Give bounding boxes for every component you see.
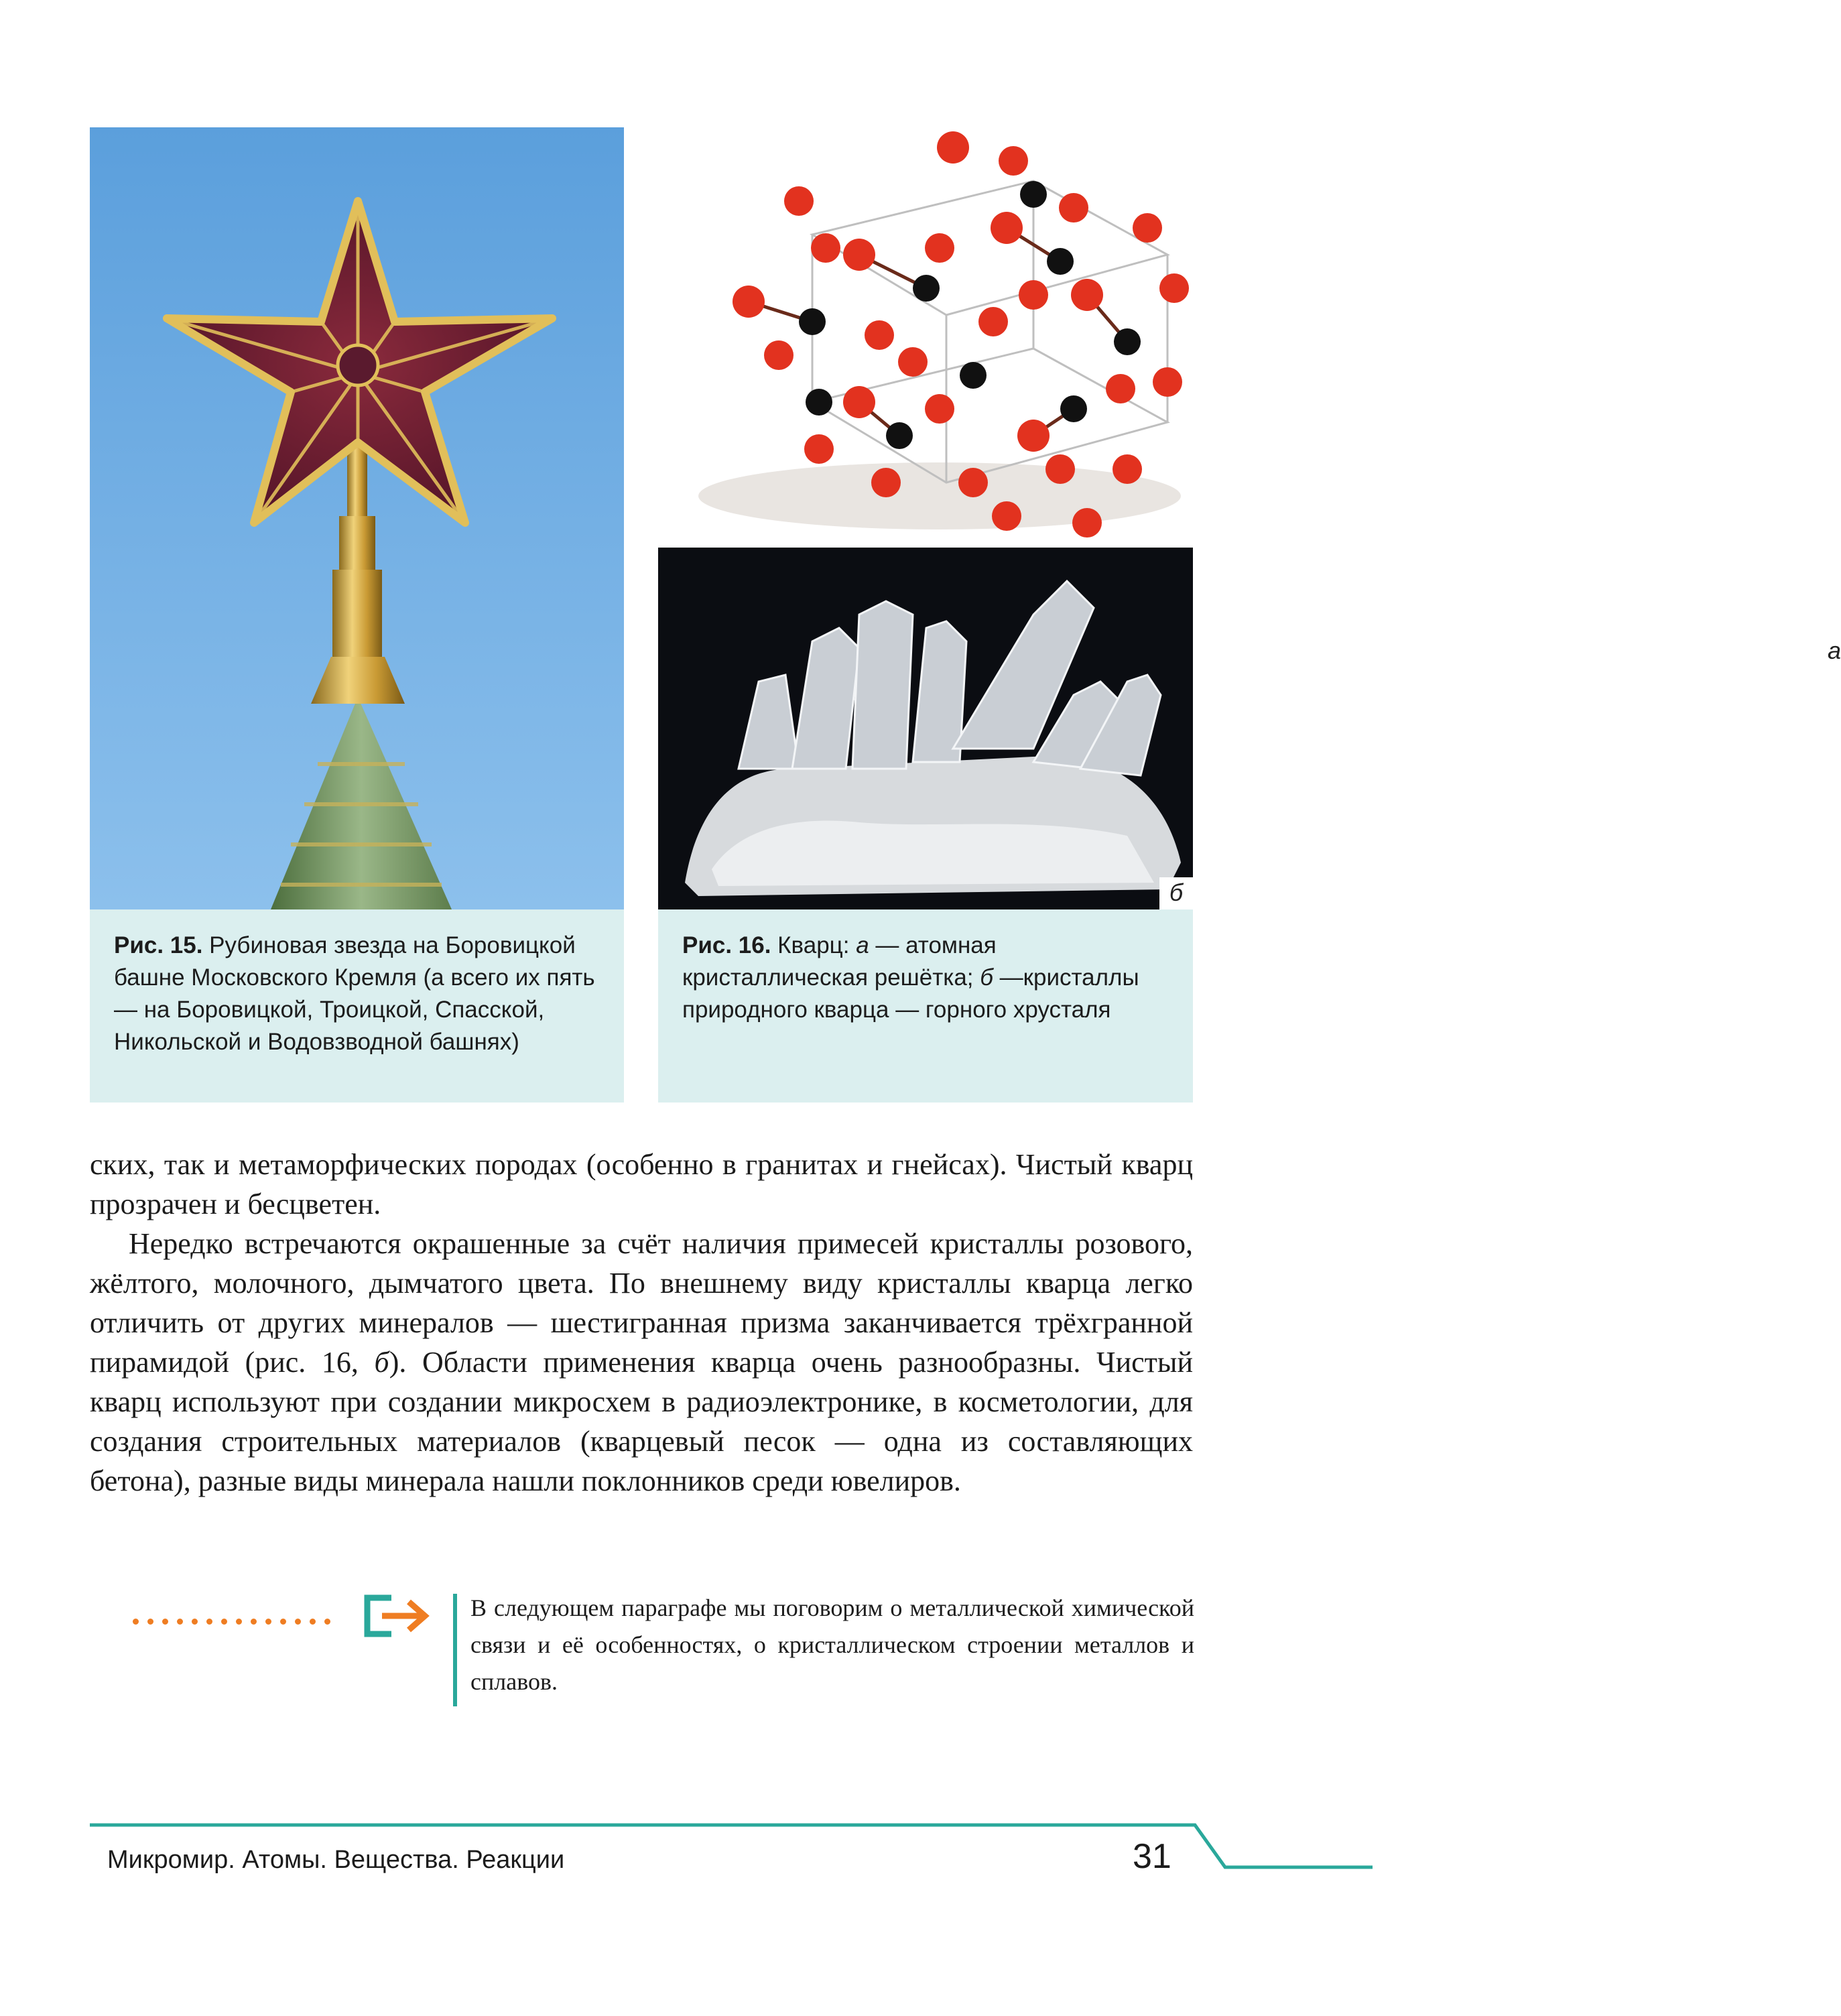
figure-15-caption-text: Рубиновая звезда на Боровицкой башне Московского Кремля (а всего их пять — на Боровицкой, Троицкой, Спасской, Никольской и Водовзводной башнях) xyxy=(114,932,595,1055)
paragraph-2 xyxy=(90,1224,1193,1501)
ruby-star-photo xyxy=(90,127,624,909)
quartz-lattice-model-image xyxy=(658,121,1841,664)
quartz-lattice-illustration xyxy=(658,121,1193,547)
figure-16-caption-text-3: —кристаллы природного кварца — горного хрусталя xyxy=(682,964,1139,1023)
figure-16-caption-a: а xyxy=(856,932,869,958)
dotted-leader xyxy=(133,1616,339,1628)
footer-book-title: Микромир. Атомы. Вещества. Реакции xyxy=(107,1846,565,1874)
figure-letter-a: а xyxy=(1828,637,1841,664)
figure-16-label: Рис. 16. xyxy=(682,932,771,958)
paragraph-1: ских, так и метаморфических породах (особенно в гранитах и гнейсах). Чистый кварц прозрачен и бесцветен. xyxy=(90,1148,1193,1220)
quartz-crystals-illustration xyxy=(658,548,1193,909)
quartz-crystals-photo xyxy=(658,548,1193,909)
figure-15-label: Рис. 15. xyxy=(114,932,203,958)
figure-15-caption xyxy=(90,909,624,1102)
arrow-right-into-box-icon xyxy=(362,1592,432,1639)
figure-16-caption-text-2: — атомная кристаллическая решётка; xyxy=(682,932,997,991)
figure-16-caption xyxy=(658,909,1193,1102)
figure-16-caption-b: б xyxy=(980,964,993,991)
next-paragraph-note: В следующем параграфе мы поговорим о металлической химической связи и её особенностях, о кристаллическом строении металлов и сплавов. xyxy=(470,1594,1194,1695)
paragraph-2-text-2: ). Области применения кварца очень разнообразны. Чистый кварц используют при создании микросхем в радиоэлектронике, в косметологии, для создания строительных материалов (кварцевый песок — одна из составляющих бетона), разные виды минерала нашли поклонников среди ювелиров. xyxy=(90,1346,1193,1497)
note-accent-bar xyxy=(453,1594,457,1706)
page-number: 31 xyxy=(1133,1837,1171,1876)
figure-16-caption-text-1: Кварц: xyxy=(771,932,856,958)
paragraph-2-italic: б xyxy=(374,1346,389,1379)
figure-letter-b: б xyxy=(1159,877,1193,909)
paragraph-2-text-1: Нередко встречаются окрашенные за счёт наличия примесей кристаллы розового, жёлтого, молочного, дымчатого цвета. По внешнему виду кристаллы кварца легко отличить от других минералов — шестигранная призма заканчивается трёхгранной пирамидой (рис. 16, xyxy=(90,1227,1193,1379)
ruby-star-illustration xyxy=(90,127,624,909)
body-text xyxy=(90,1145,1193,1501)
